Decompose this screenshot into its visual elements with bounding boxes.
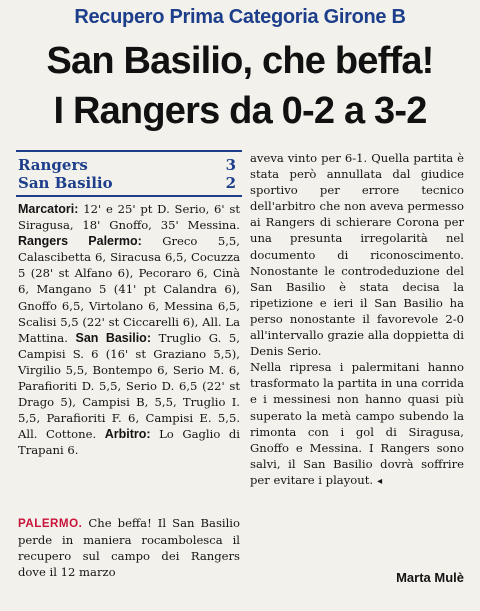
headline-line-2: I Rangers da 0-2 a 3-2 [53,90,427,132]
score-bottom-rule [16,195,242,197]
score-row-away [18,174,236,192]
score-top-rule [16,150,242,152]
author-byline: Marta Mulè [396,570,464,585]
article-paragraph-1: aveva vinto per 6-1. Quella partita è stata però annullata dal giudice sportivo per errore tecnico dell'arbitro che non aveva permesso ai Rangers di schierare Corona per una presunta irregolarità nel documento di riconoscimento. Nonostante le controdeduzione del San Basilio è stata decisa la ripetizione e ieri il San Basilio ha perso nonostante il favorevole 2-0 all'intervallo grazie alla doppietta di Denis Serio. [250,151,464,359]
article-lead [18,515,240,580]
tabellino-text [18,201,240,459]
article-paragraph-2-text: Nella ripresa i palermitani hanno trasformato la partita in una corrida e i messinesi non hanno quasi più superato la metà campo subendo la rimonta con i gol di Siragusa, Gnoffo e Messina. I Rangers sono salvi, il San Basilio dovrà soffrire per evitare i playout. [250,360,464,487]
sanbasilio-label: San Basilio: [75,330,151,345]
home-team: Rangers [18,156,88,174]
tabellino-box [18,201,240,459]
marcatori-text: 12' e 25' pt D. Serio, 6' st Siragusa, 18' Gnoffo, 35' Messina. [18,202,240,233]
score-row-home [18,156,236,174]
away-team: San Basilio [18,174,113,192]
article-paragraph-2 [250,359,464,490]
end-mark: ◂ [377,475,383,487]
article-lead-box [18,515,240,580]
home-score: 3 [225,156,236,174]
arbitro-label: Arbitro: [104,427,151,442]
lead-text: Che beffa! Il San Basilio perde in maniera rocambolesca il recupero sul campo dei Rangers dove il 12 marzo [18,516,240,580]
dateline: PALERMO. [18,517,83,530]
sanbasilio-lineup: Truglio G. 5, Campisi S. 6 (16' st Graziano 5,5), Virgilio 5,5, Bontempo 6, Serio M. 6, Parafioriti D. 5,5, Serio D. 6,5 (22' st Drago 5), Campisi B, 5,5, Truglio I. 5,5, Parafioriti F. 6, Campisi E. 5,5. All. Cottone. [18,330,240,442]
away-score: 2 [225,174,236,192]
rangers-label: Rangers Palermo: [18,234,142,249]
article-kicker: Recupero Prima Categoria Girone B [74,6,406,28]
rangers-lineup: Greco 5,5, Calascibetta 6, Siracusa 6,5, Cocuzza 5 (28' st Alfano 6), Pecoraro 6, Cinà 6, Mangano 5 (41' pt Calandra 6), Gnoffo 6,5, Virtolano 6, Messina 6,5, Scalisi 5,5 (22' st Ciccarelli 6), All. La Mattina. [18,234,240,345]
arbitro-text: Lo Gaglio di Trapani 6. [18,427,240,458]
article-column-2 [250,150,464,490]
marcatori-label: Marcatori: [18,202,79,216]
headline-line-1: San Basilio, che beffa! [46,40,434,82]
